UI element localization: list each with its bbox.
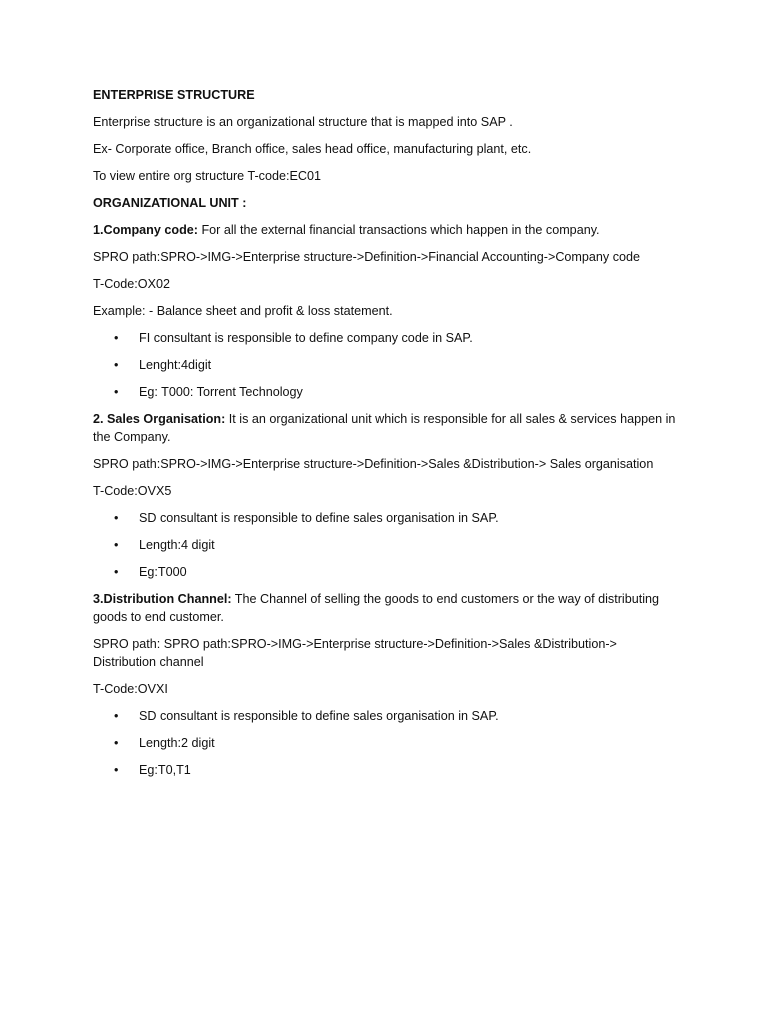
list-item-text: Lenght:4digit (139, 358, 212, 372)
list-item-text: SD consultant is responsible to define sales organisation in SAP. (139, 709, 499, 723)
dist-channel-tcode: T-Code:OVXI (93, 682, 168, 696)
sales-org-tcode: T-Code:OVX5 (93, 484, 172, 498)
company-code-bullet-list (93, 329, 683, 401)
list-item (93, 761, 683, 779)
list-item (93, 509, 683, 527)
dist-channel-description: The Channel of selling the goods to end customers or the way of distributing goods to end customer. (93, 592, 660, 624)
intro-paragraph: Enterprise structure is an organizational structure that is mapped into SAP . (93, 115, 513, 129)
list-item-text: Eg:T0,T1 (139, 763, 191, 777)
dist-channel-heading: 3.Distribution Channel: (93, 592, 232, 606)
dist-channel-paragraph (93, 590, 683, 626)
list-item-text: Eg:T000 (139, 565, 187, 579)
list-item-text: Length:4 digit (139, 538, 215, 552)
company-code-heading: 1.Company code: (93, 223, 198, 237)
sales-org-heading: Sales Organisation: (107, 412, 226, 426)
company-code-example: Example: - Balance sheet and profit & loss statement. (93, 304, 393, 318)
bullet-icon: • (114, 736, 119, 750)
list-item (93, 356, 683, 374)
list-item (93, 707, 683, 725)
list-item (93, 329, 683, 347)
sales-org-paragraph (93, 410, 683, 446)
bullet-icon: • (114, 358, 119, 372)
list-item (93, 563, 683, 581)
company-code-description: For all the external financial transactions which happen in the company. (197, 223, 600, 237)
sales-org-number: 2. (93, 412, 108, 426)
sales-org-description: It is an organizational unit which is responsible for all sales & services happen in the Company. (93, 412, 676, 444)
dist-channel-bullet-list (93, 707, 683, 779)
company-code-spro-path: SPRO path:SPRO->IMG->Enterprise structure->Definition->Financial Accounting->Company code (93, 250, 641, 264)
list-item-text: Length:2 digit (139, 736, 215, 750)
company-code-tcode: T-Code:OX02 (93, 277, 171, 291)
bullet-icon: • (114, 565, 119, 579)
document-body (93, 86, 683, 788)
list-item (93, 383, 683, 401)
bullet-icon: • (114, 538, 119, 552)
document-title: ENTERPRISE STRUCTURE (93, 88, 255, 102)
org-unit-heading: ORGANIZATIONAL UNIT : (93, 196, 247, 210)
bullet-icon: • (114, 763, 119, 777)
bullet-icon: • (114, 709, 119, 723)
list-item (93, 734, 683, 752)
list-item-text: FI consultant is responsible to define company code in SAP. (139, 331, 473, 345)
dist-channel-spro-path: SPRO path: SPRO path:SPRO->IMG->Enterprise structure->Definition->Sales &Distribution-> Distribution channel (93, 637, 617, 669)
list-item-text: SD consultant is responsible to define sales organisation in SAP. (139, 511, 499, 525)
examples-paragraph: Ex- Corporate office, Branch office, sales head office, manufacturing plant, etc. (93, 142, 532, 156)
company-code-paragraph (93, 221, 683, 239)
sales-org-spro-path: SPRO path:SPRO->IMG->Enterprise structure->Definition->Sales &Distribution-> Sales organisation (93, 457, 654, 471)
bullet-icon: • (114, 331, 119, 345)
sales-org-bullet-list (93, 509, 683, 581)
view-tcode-paragraph: To view entire org structure T-code:EC01 (93, 169, 321, 183)
bullet-icon: • (114, 511, 119, 525)
list-item-text: Eg: T000: Torrent Technology (139, 385, 303, 399)
list-item (93, 536, 683, 554)
bullet-icon: • (114, 385, 119, 399)
